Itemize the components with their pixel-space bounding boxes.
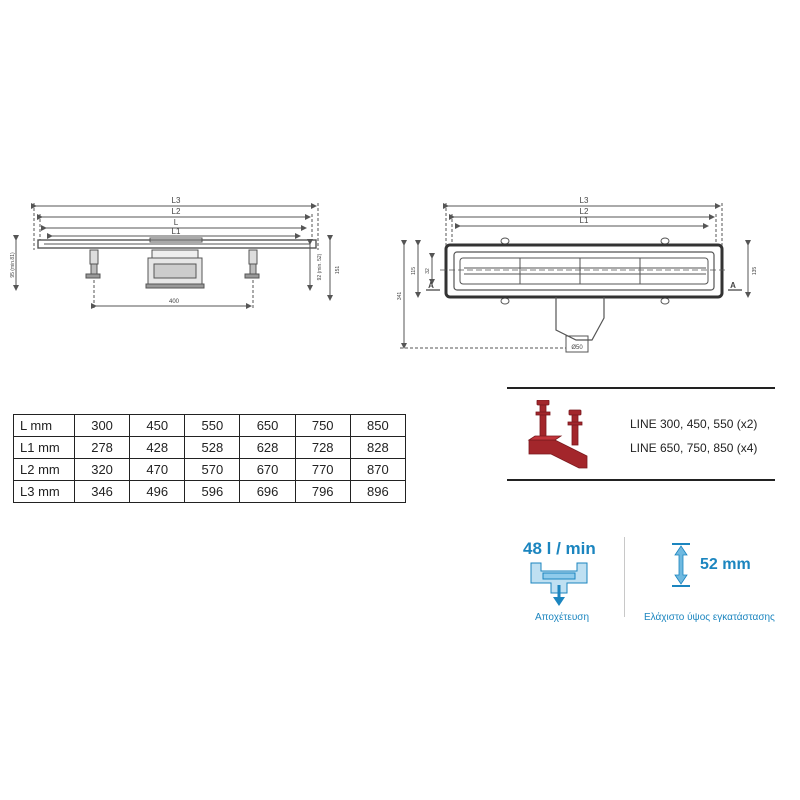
flow-caption: Αποχέτευση <box>535 612 590 623</box>
siphon-body <box>146 250 204 288</box>
table-cell: 796 <box>295 481 350 503</box>
table-cell: 896 <box>350 481 405 503</box>
section-mark-right: A <box>730 281 736 290</box>
table-cell: 450 <box>130 415 185 437</box>
plan-view <box>400 203 748 352</box>
legs-line-1: LINE 300, 450, 550 (x2) <box>630 417 758 431</box>
table-cell: 828 <box>350 437 405 459</box>
channel-frame <box>446 245 722 297</box>
adjustable-legs-icon <box>525 400 591 472</box>
table-row <box>14 459 406 481</box>
table-cell: 870 <box>350 459 405 481</box>
table-cell: 550 <box>185 415 240 437</box>
drain-outlet-icon <box>529 561 589 607</box>
left-label-base: 400 <box>168 299 180 305</box>
right-label-outlet: Ø50 <box>571 345 583 351</box>
legs-line-2: LINE 650, 750, 850 (x4) <box>630 441 758 455</box>
right-label-outer: 341 <box>397 291 403 301</box>
dimension-table <box>13 414 406 503</box>
table-cell: 750 <box>295 415 350 437</box>
left-label-l1: L1 <box>171 227 181 236</box>
table-cell: 320 <box>75 459 130 481</box>
left-label-height-left: 95 (min.81) <box>10 252 16 278</box>
table-row <box>14 481 406 503</box>
right-label-l3: L3 <box>579 196 589 205</box>
specs-divider <box>624 537 625 617</box>
vertical-arrow-icon <box>670 543 692 587</box>
table-cell: 528 <box>185 437 240 459</box>
min-height-caption: Ελάχιστο ύψος εγκατάστασης <box>644 612 775 623</box>
table-cell: 496 <box>130 481 185 503</box>
table-cell: 300 <box>75 415 130 437</box>
table-cell: 596 <box>185 481 240 503</box>
table-cell: 728 <box>295 437 350 459</box>
left-label-height-right: 92 (min. 52) <box>317 253 323 281</box>
flow-rate-value: 48 l / min <box>523 539 596 558</box>
divider-bottom <box>507 479 775 481</box>
right-label-l2: L2 <box>579 207 589 216</box>
leg-right <box>245 250 259 278</box>
table-cell: 670 <box>240 459 295 481</box>
left-label-l3: L3 <box>171 196 181 205</box>
table-cell: 570 <box>185 459 240 481</box>
outlet-body <box>556 297 604 340</box>
table-cell: 696 <box>240 481 295 503</box>
table-cell: 628 <box>240 437 295 459</box>
table-cell: 278 <box>75 437 130 459</box>
right-label-right: 135 <box>752 266 758 276</box>
table-cell: 346 <box>75 481 130 503</box>
section-mark-left: A <box>428 281 434 290</box>
table-cell: 470 <box>130 459 185 481</box>
left-label-l2: L2 <box>171 207 181 216</box>
divider-top <box>507 387 775 389</box>
row-label: L2 mm <box>14 459 75 481</box>
row-label: L mm <box>14 415 75 437</box>
row-label: L3 mm <box>14 481 75 503</box>
table-cell: 428 <box>130 437 185 459</box>
table-row <box>14 415 406 437</box>
table-cell: 850 <box>350 415 405 437</box>
right-label-mid: 115 <box>411 267 417 275</box>
right-label-inner: 32 <box>425 268 431 274</box>
min-height-value: 52 mm <box>700 556 751 573</box>
row-label: L1 mm <box>14 437 75 459</box>
left-label-height-total: 151 <box>335 265 341 275</box>
leg-left <box>86 250 100 278</box>
left-label-l: L <box>173 218 179 227</box>
table-row <box>14 437 406 459</box>
table-cell: 770 <box>295 459 350 481</box>
table-cell: 650 <box>240 415 295 437</box>
right-label-l1: L1 <box>579 216 589 225</box>
